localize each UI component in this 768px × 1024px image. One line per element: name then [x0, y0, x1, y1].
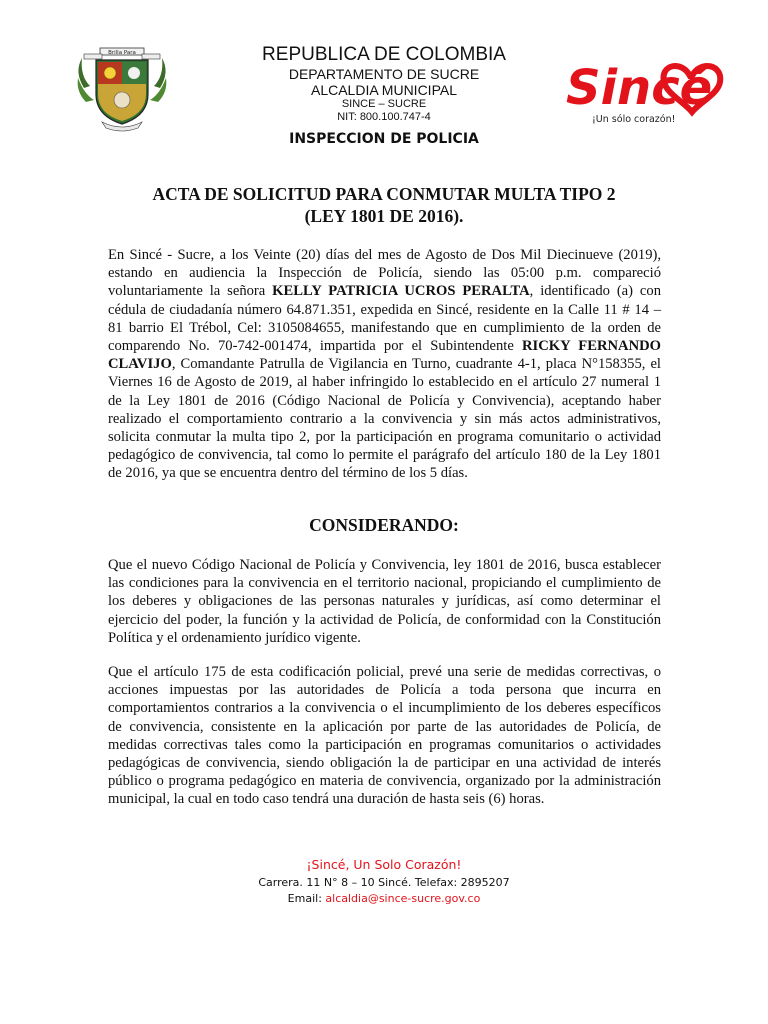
- country-name: REPUBLICA DE COLOMBIA: [262, 44, 506, 65]
- letterhead: [200, 44, 568, 148]
- considerando-paragraph-1: Que el nuevo Código Nacional de Policía y Convivencia, ley 1801 de 2016, busca establecer las condiciones para la convivencia en el territorio nacional, propiciando el cumplimiento de los deberes y obligaciones de las personas naturales y jurídicas, así como determinar el ejercicio del poder, la función y la actividad de Policía, de conformidad con la Constitución Política y el ordenamiento jurídico vigente.: [108, 557, 661, 646]
- title-line-1: ACTA DE SOLICITUD PARA CONMUTAR MULTA TIPO 2: [152, 184, 616, 204]
- logo-tagline: ¡Un sólo corazón!: [592, 114, 676, 125]
- nit-number: NIT: 800.100.747-4: [337, 111, 431, 123]
- page-footer: [108, 855, 660, 907]
- request-paragraph: [108, 246, 661, 483]
- logo-word: Sincé: [566, 60, 713, 116]
- footer-email-link[interactable]: alcaldia@since-sucre.gov.co: [325, 892, 481, 905]
- requester-name: KELLY PATRICIA UCROS PERALTA: [272, 283, 530, 300]
- department-name: DEPARTAMENTO DE SUCRE: [288, 66, 480, 82]
- municipality-office: ALCALDIA MUNICIPAL: [310, 82, 457, 98]
- footer-slogan: ¡Sincé, Un Solo Corazón!: [306, 857, 462, 872]
- footer-email-label: Email:: [287, 892, 326, 905]
- coat-of-arms-emblem: [72, 42, 172, 134]
- p1-text-c: , Comandante Patrulla de Vigilancia en Turno, cuadrante 4-1, placa N°158355, el Viernes 16 de Agosto de 2019, al haber infringido lo establecido en el artículo 27 numeral 1 de la Ley 1801 de 2016 (Código Nacional de Policía y Convivencia), aceptando haber realizado el comportamiento contrario a la convivencia y sin más actos administrativos, solicita conmutar la multa tipo 2, por la participación en programa comunitario o actividad pedagógico de convivencia, tal como lo permite el parágrafo del artículo 180 de la Ley 1801 de 2016, ya que se encuentra dentro del término de los 5 días.: [108, 356, 661, 482]
- p1-text-b: , identificado (a) con cédula de ciudadanía número 64.871.351, expedida en Sincé, residente en la Calle 11 # 14 – 81 barrio El Trébol, Cel: 3105084655, manifestando que en cumplimiento de la orden de comparendo No. 70-742-001474, impartida por el Subintendente: [108, 283, 661, 355]
- document-title: [108, 183, 660, 227]
- city-name: SINCE – SUCRE: [341, 98, 427, 110]
- considerando-paragraph-2: Que el artículo 175 de esta codificación policial, prevé una serie de medidas correctivas, o acciones impuestas por las autoridades de Policía a toda persona que incurra en comportamientos contrarios a la convivencia o el incumplimiento de los deberes específicos de convivencia, consistente en la aplicación por parte de las autoridades de Policía, de medidas correctivas tales como la participación en programas comunitarios o actividades pedagógicas de convivencia, siendo obligación la de participar en una actividad de interés público o programa pedagógico en materia de convivencia, organizado por la administración municipal, la cual en todo caso tendrá una duración de hasta seis (6) horas.: [108, 664, 661, 808]
- footer-email-line: [108, 891, 660, 907]
- since-municipality-logo: [562, 46, 724, 128]
- title-line-2: (LEY 1801 DE 2016).: [304, 206, 464, 226]
- considerando-heading: CONSIDERANDO:: [309, 515, 459, 535]
- office-name: INSPECCION DE POLICIA: [289, 131, 479, 147]
- footer-address: Carrera. 11 N° 8 – 10 Sincé. Telefax: 2895207: [258, 876, 510, 889]
- p1-text-a: En Sincé - Sucre, a los Veinte (20) días del mes de Agosto de Dos Mil Diecinueve (2019), estando en audiencia la Inspección de Policía, siendo las 05:00 p.m. compareció voluntariamente la señora: [108, 247, 661, 300]
- officer-name: RICKY FERNANDO CLAVIJO: [108, 338, 661, 373]
- coat-banner-text: Brilla Para: [108, 49, 136, 56]
